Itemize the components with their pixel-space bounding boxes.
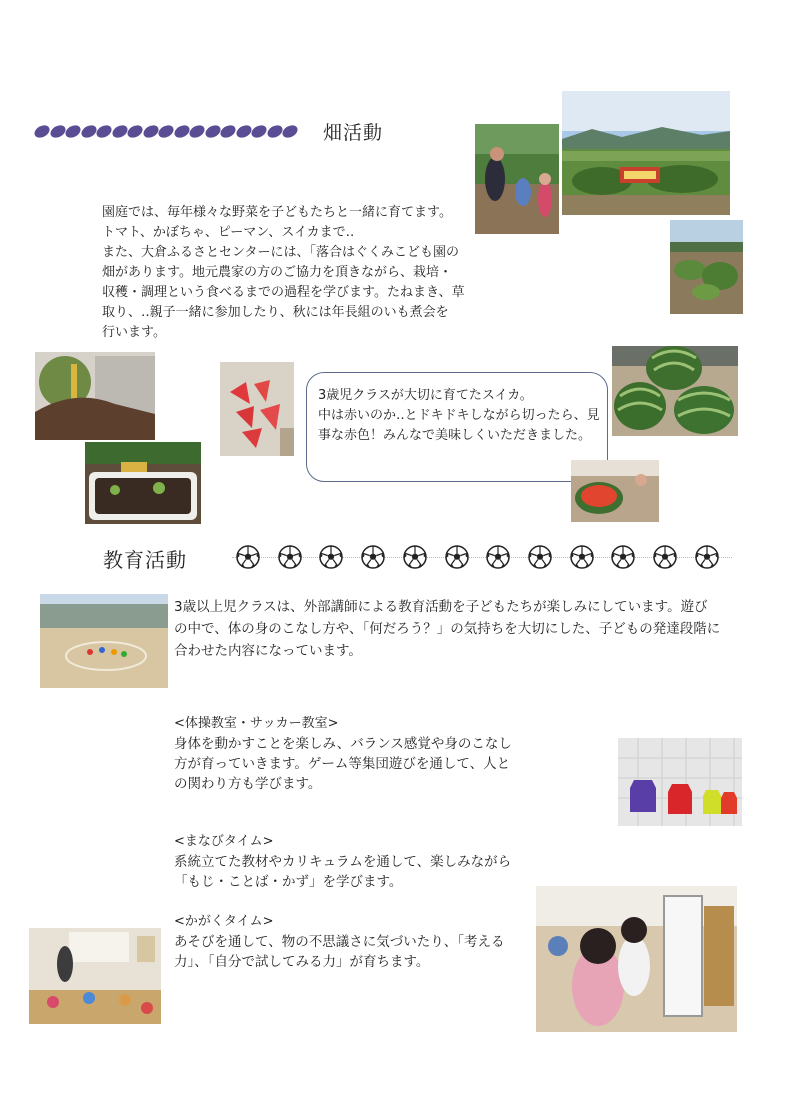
soccer-ball-icon <box>403 545 427 569</box>
watermelon-note-text: 3歳児クラスが大切に育てたスイカ。 中は赤いのか‥とドキドキしながら切ったら、見 事な赤色！みんなで美味しくいただきました。 <box>318 388 600 443</box>
soccer-ball-icon <box>611 545 635 569</box>
soccer-ball-icon <box>695 545 719 569</box>
manabi-text: 系統立てた教材やカリキュラムを通して、楽しみながら 「もじ・ことば・かず」を学びます。 <box>174 854 512 890</box>
kagaku-text: あそびを通して、物の不思議さに気づいたり、「考える 力」、「自分で試してみる力」が育ちます。 <box>174 934 505 970</box>
photo-watermelon-slices <box>220 362 294 456</box>
bean-icon <box>280 123 299 140</box>
bean-icon <box>187 123 206 140</box>
education-intro-text: 3歳以上児クラスは、外部講師による教育活動を子どもたちが楽しみにしています。遊び の中で、体の身のこなし方や、「何だろう？」の気持ちを大切にした、子どもの発達段階に 合わせた内容になっています。 <box>174 599 721 659</box>
photo-field-landscape <box>562 91 730 215</box>
bean-icon <box>32 123 51 140</box>
farm-intro-text: 園庭では、毎年様々な野菜を子どもたちと一緒に育てます。 トマト、かぼちゃ、ピーマン、スイカまで‥ また、大倉ふるさとセンターには、「落合はぐくみこども園の 畑があります。地元農家の方のご協力を頂きながら、栽培・ 収穫・調理という食べるまでの過程を学びます。たねまき、草 取り、‥親子一緒に参加したり、秋には年長組のいも煮会を 行います。 <box>102 205 465 340</box>
photo-planter-seedlings <box>85 442 201 524</box>
kagaku-heading: <かがくタイム> <box>174 914 274 929</box>
bean-icon <box>125 123 144 140</box>
soccer-ball-icon <box>361 545 385 569</box>
bean-icon <box>249 123 268 140</box>
gym-class-text: 身体を動かすことを楽しみ、バランス感覚や身のこなし 方が育っていきます。ゲーム等集団遊びを通して、人と の関わり方も学びます。 <box>174 736 512 792</box>
soccer-ball-icon <box>236 545 260 569</box>
education-section-title: 教育活動 <box>103 548 187 572</box>
soccer-ball-icon <box>319 545 343 569</box>
farm-section-title: 畑活動 <box>323 122 384 144</box>
soccer-ball-decoration-row <box>232 544 732 570</box>
manabi-heading: <まなびタイム> <box>174 834 274 849</box>
bean-icon <box>218 123 237 140</box>
soccer-ball-icon <box>653 545 677 569</box>
bean-icon <box>94 123 113 140</box>
photo-cut-watermelon <box>571 460 659 522</box>
photo-garden-soil <box>35 352 155 440</box>
gym-class-heading: <体操教室・サッカー教室> <box>174 716 339 731</box>
soccer-ball-icon <box>278 545 302 569</box>
bean-icon <box>156 123 175 140</box>
bean-decoration-row <box>30 118 300 144</box>
photo-classroom <box>29 928 161 1024</box>
photo-bibs <box>618 738 742 826</box>
soccer-ball-icon <box>528 545 552 569</box>
photo-field-plants <box>670 220 743 314</box>
photo-children-field <box>475 124 559 234</box>
soccer-ball-icon <box>570 545 594 569</box>
soccer-ball-icon <box>445 545 469 569</box>
photo-watermelons <box>612 346 738 436</box>
photo-playground-circle <box>40 594 168 688</box>
bean-icon <box>63 123 82 140</box>
soccer-ball-icon <box>486 545 510 569</box>
photo-science-whiteboard <box>536 886 737 1032</box>
